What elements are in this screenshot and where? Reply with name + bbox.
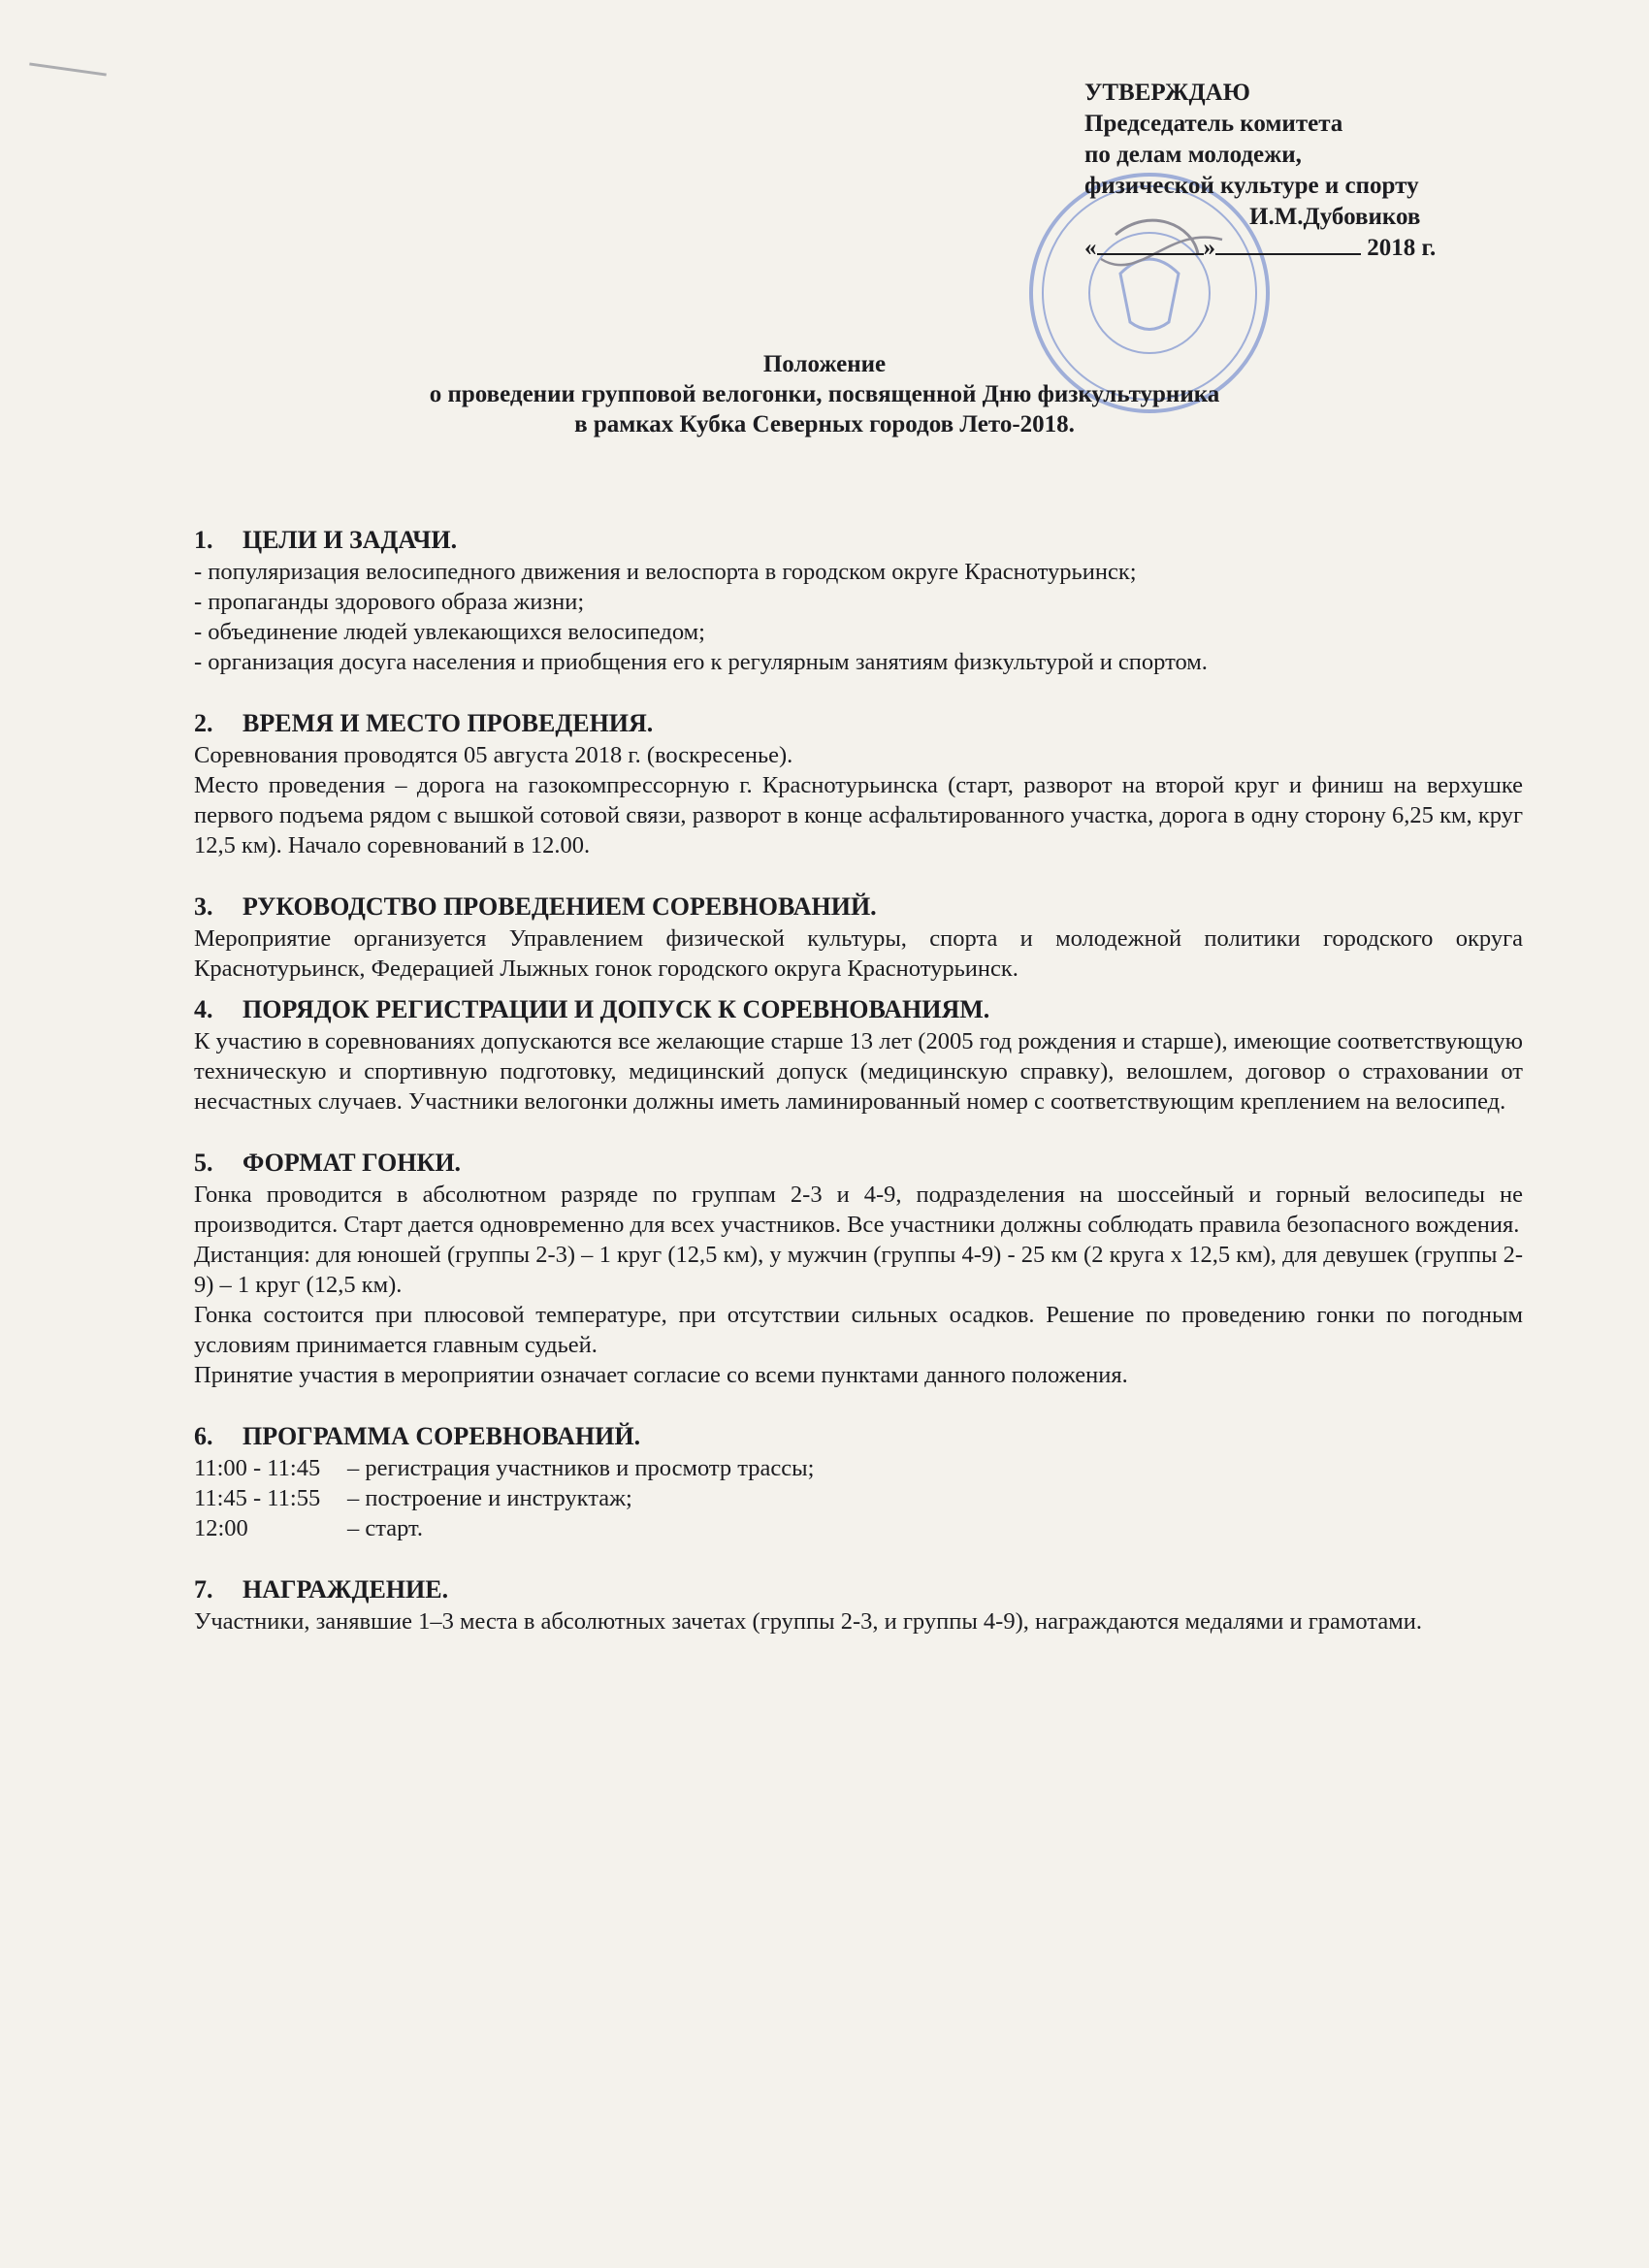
date-close-quote: » [1203, 235, 1215, 261]
section-heading [194, 707, 1523, 740]
approval-position-line-1: Председатель комитета [1084, 111, 1343, 137]
section-title: ПОРЯДОК РЕГИСТРАЦИИ И ДОПУСК К СОРЕВНОВАНИЯМ. [242, 995, 990, 1023]
paragraph: Место проведения – дорога на газокомпрессорную г. Краснотурьинска (старт, разворот на второй круг и финиш на верхушке первого подъема рядом с вышкой сотовой связи, разворот в конце асфальтированного участка, дорога в одну сторону 6,25 км, круг 12,5 км). Начало соревнований в 12.00. [194, 772, 1523, 859]
signatory-name: И.М.Дубовиков [1249, 204, 1421, 230]
schedule-time: 11:45 - 11:55 [194, 1485, 321, 1511]
schedule-text: – построение и инструктаж; [347, 1485, 632, 1511]
paragraph: - пропаганды здорового образа жизни; [194, 589, 585, 615]
schedule-row [194, 1483, 1523, 1513]
section-heading [194, 524, 1523, 557]
section-awards [194, 1573, 1523, 1636]
paragraph: Дистанция: для юношей (группы 2-3) – 1 круг (12,5 км), у мужчин (группы 4-9) - 25 км (2 круга х 12,5 км), для девушек (группы 2-9) – 1 круг (12,5 км). [194, 1242, 1523, 1298]
schedule-time: 11:00 - 11:45 [194, 1455, 321, 1481]
paragraph: Гонка состоится при плюсовой температуре, при отсутствии сильных осадков. Решение по проведению гонки по погодным условиям принимается главным судьей. [194, 1302, 1523, 1358]
section-goals [194, 524, 1523, 677]
section-number: 6. [194, 1422, 213, 1450]
section-title: ВРЕМЯ И МЕСТО ПРОВЕДЕНИЯ. [242, 709, 654, 737]
section-number: 7. [194, 1575, 213, 1604]
document-title [194, 349, 1455, 439]
title-line-1: Положение [762, 351, 887, 377]
approval-position-line-3: физической культуре и спорту [1084, 173, 1419, 199]
section-title: ПРОГРАММА СОРЕВНОВАНИЙ. [242, 1422, 641, 1450]
date-year: 2018 г. [1367, 235, 1437, 261]
date-day-blank [1097, 234, 1204, 255]
section-number: 1. [194, 526, 213, 554]
scan-artifact [29, 62, 107, 76]
section-heading [194, 1420, 1523, 1453]
paragraph: Соревнования проводятся 05 августа 2018 г. (воскресенье). [194, 742, 793, 768]
approval-date-line [1084, 233, 1628, 264]
section-race-format [194, 1147, 1523, 1390]
section-heading [194, 993, 1523, 1026]
section-number: 5. [194, 1149, 213, 1177]
section-number: 4. [194, 995, 213, 1023]
schedule-text: – регистрация участников и просмотр трассы; [347, 1455, 815, 1481]
section-number: 3. [194, 892, 213, 921]
date-open-quote: « [1084, 235, 1097, 261]
section-registration [194, 993, 1523, 1117]
section-title: ЦЕЛИ И ЗАДАЧИ. [242, 526, 458, 554]
date-month-blank [1215, 234, 1361, 255]
schedule-row [194, 1513, 1523, 1543]
schedule-row [194, 1453, 1523, 1483]
paragraph: - организация досуга населения и приобщения его к регулярным занятиям физкультурой и спортом. [194, 649, 1208, 675]
approval-position-line-2: по делам молодежи, [1084, 142, 1302, 168]
paragraph: К участию в соревнованиях допускаются все желающие старше 13 лет (2005 год рождения и старше), имеющие соответствующую техническую и спортивную подготовку, медицинский допуск (медицинскую справку), велошлем, договор о страховании от несчастных случаев. Участники велогонки должны иметь ламинированный номер с соответствующим креплением на велосипед. [194, 1028, 1523, 1115]
section-time-place [194, 707, 1523, 860]
section-program [194, 1420, 1523, 1543]
title-line-3: в рамках Кубка Северных городов Лето-2018. [574, 411, 1075, 437]
paragraph: Гонка проводится в абсолютном разряде по группам 2-3 и 4-9, подразделения на шоссейный и горный велосипеды не производится. Старт дается одновременно для всех участников. Все участники должны соблюдать правила безопасного вождения. [194, 1182, 1523, 1238]
section-title: РУКОВОДСТВО ПРОВЕДЕНИЕМ СОРЕВНОВАНИЙ. [242, 892, 877, 921]
section-number: 2. [194, 709, 213, 737]
paragraph: - популяризация велосипедного движения и велоспорта в городском округе Краснотурьинск; [194, 559, 1137, 585]
paragraph: Принятие участия в мероприятии означает согласие со всеми пунктами данного положения. [194, 1362, 1128, 1388]
section-title: ФОРМАТ ГОНКИ. [242, 1149, 462, 1177]
schedule-time: 12:00 [194, 1515, 248, 1541]
section-management [194, 891, 1523, 984]
approval-block [1084, 78, 1628, 264]
title-line-2: о проведении групповой велогонки, посвященной Дню физкультурника [429, 381, 1220, 407]
section-heading [194, 1147, 1523, 1180]
section-heading [194, 891, 1523, 923]
paragraph: Мероприятие организуется Управлением физической культуры, спорта и молодежной политики городского округа Краснотурьинск, Федерацией Лыжных гонок городского округа Краснотурьинск. [194, 925, 1523, 982]
approval-label: УТВЕРЖДАЮ [1084, 80, 1250, 106]
section-heading [194, 1573, 1523, 1606]
schedule-text: – старт. [347, 1515, 424, 1541]
paragraph: - объединение людей увлекающихся велосипедом; [194, 619, 705, 645]
section-title: НАГРАЖДЕНИЕ. [242, 1575, 449, 1604]
document-body [194, 524, 1523, 1667]
signature-line [1084, 202, 1628, 233]
paragraph: Участники, занявшие 1–3 места в абсолютных зачетах (группы 2-3, и группы 4-9), награждаются медалями и грамотами. [194, 1608, 1422, 1635]
